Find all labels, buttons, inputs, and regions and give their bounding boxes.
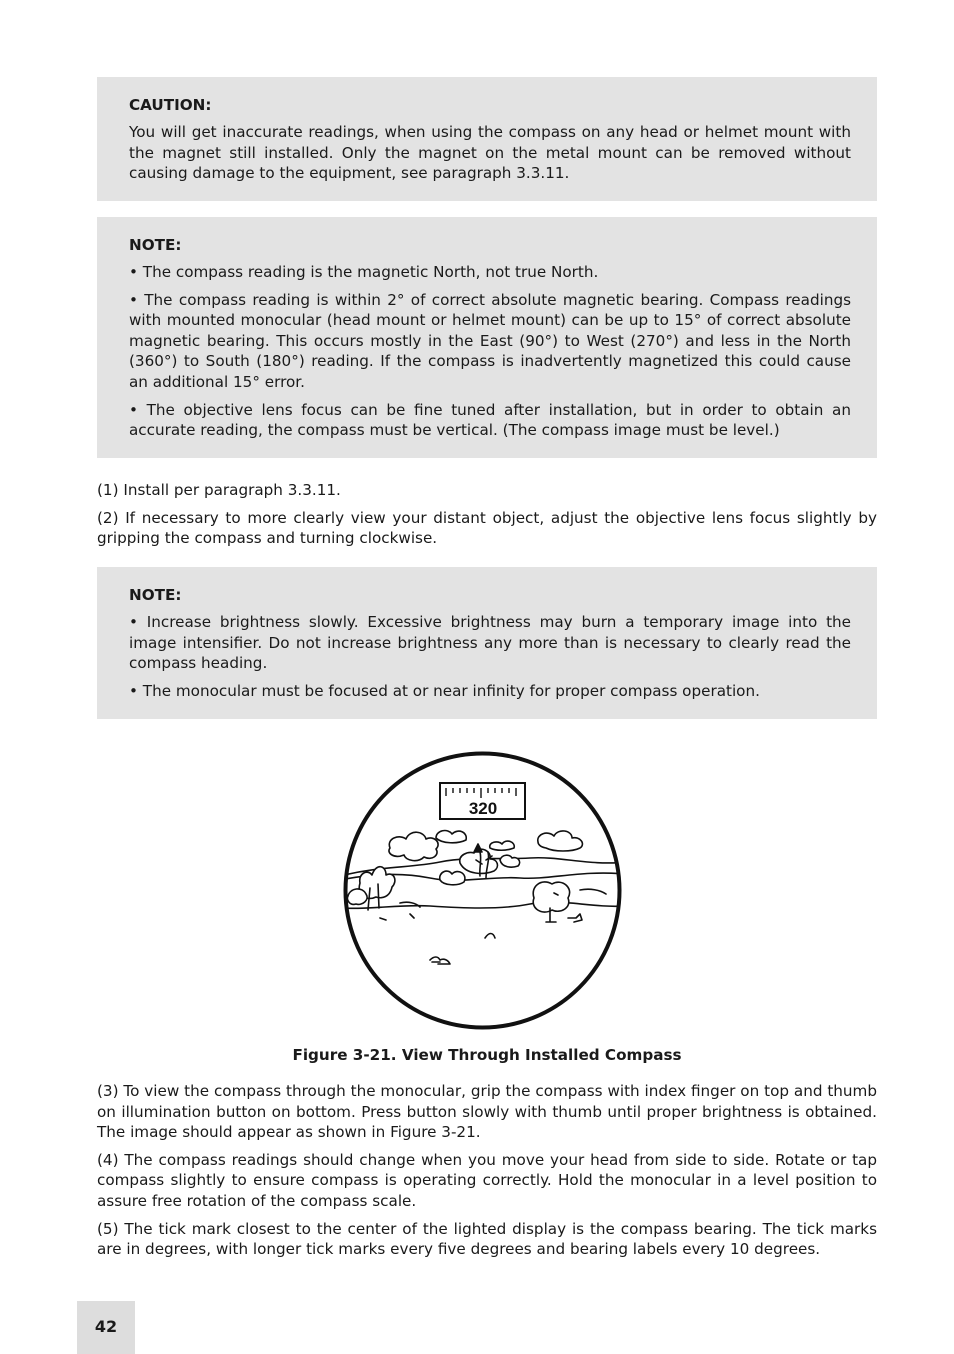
step-paragraph: (3) To view the compass through the monocular, grip the compass with index finger on top and thumb on illumination button on bottom. Press button slowly with thumb until proper brightness is obtained. The image should appear as shown in Figure 3-21. — [97, 1082, 877, 1142]
note-bullet: • Increase brightness slowly. Excessive brightness may burn a temporary image into the image intensifier. Do not increase brightness any more than is necessary to clearly read the compass heading. — [129, 613, 851, 673]
note-bullet: • The compass reading is within 2° of correct absolute magnetic bearing. Compass readings with mounted monocular (head mount or helmet mount) can be up to 15° of correct absolute magnetic bearing. This occurs mostly in the East (90°) to West (270°) and less in the North (360°) to South (180°) reading. If the compass is inadvertently magnetized this could cause an additional 15° error. — [129, 290, 851, 391]
step-paragraph: (1) Install per paragraph 3.3.11. — [97, 481, 341, 499]
step-paragraph: (5) The tick mark closest to the center of the lighted display is the compass bearing. The tick marks are in degrees, with longer tick marks every five degrees and bearing labels every 10 degrees. — [97, 1219, 877, 1259]
compass-reading: 320 — [468, 799, 498, 818]
note-box-2 — [97, 567, 877, 719]
note-bullet: • The monocular must be focused at or near infinity for proper compass operation. — [129, 681, 760, 700]
page-number: 42 — [77, 1301, 135, 1354]
figure-caption: Figure 3-21. View Through Installed Compass — [292, 1046, 682, 1064]
step-paragraph: (2) If necessary to more clearly view your distant object, adjust the objective lens focus slightly by gripping the compass and turning clockwise. — [97, 508, 877, 548]
step-paragraph: (4) The compass readings should change when you move your head from side to side. Rotate or tap compass slightly to ensure compass is operating correctly. Hold the monocular in a level position to assure free rotation of the compass scale. — [97, 1150, 877, 1210]
steps-group-b — [97, 1081, 877, 1267]
caution-box — [97, 77, 877, 201]
note-bullet: • The compass reading is the magnetic North, not true North. — [129, 263, 599, 281]
compass-view-illustration — [340, 748, 625, 1033]
caution-text: You will get inaccurate readings, when using the compass on any head or helmet mount with the magnet still installed. Only the magnet on the metal mount can be removed without causing damage to the equipment, see paragraph 3.3.11. — [129, 123, 851, 183]
note-box-1 — [97, 217, 877, 458]
note-bullet: • The objective lens focus can be fine tuned after installation, but in order to obtain an accurate reading, the compass must be vertical. (The compass image must be level.) — [129, 400, 851, 440]
steps-group-a — [97, 480, 877, 556]
caution-heading: CAUTION: — [129, 96, 212, 114]
note-heading: NOTE: — [129, 586, 182, 604]
note-heading: NOTE: — [129, 236, 182, 254]
